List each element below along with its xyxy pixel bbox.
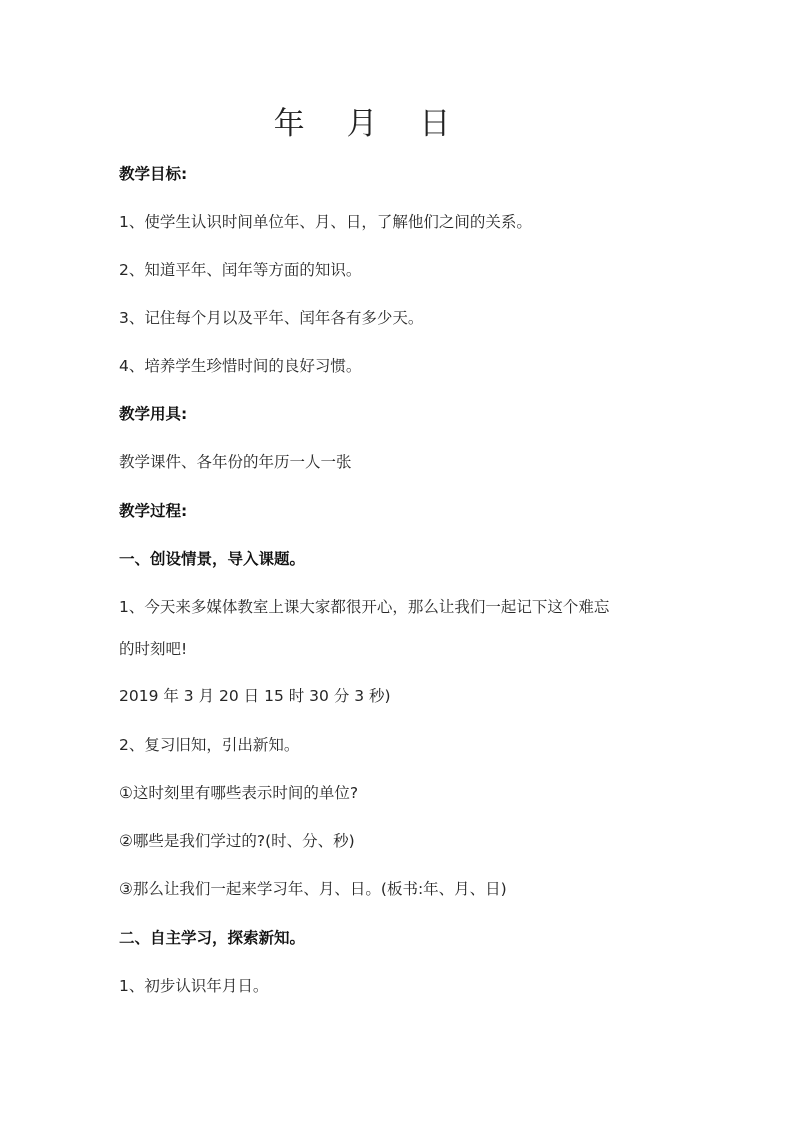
text-line-7: 教学过程:: [119, 502, 188, 520]
text-line-0: 教学目标:: [119, 165, 188, 183]
text-line-2: 2、知道平年、闰年等方面的知识。: [119, 261, 362, 279]
text-line-5: 教学用具:: [119, 405, 188, 423]
text-line-15: ③那么让我们一起来学习年、月、日。(板书:年、月、日): [119, 880, 507, 898]
text-line-4: 4、培养学生珍惜时间的良好习惯。: [119, 357, 362, 375]
text-line-6: 教学课件、各年份的年历一人一张: [119, 453, 352, 471]
text-line-11: 2019 年 3 月 20 日 15 时 30 分 3 秒): [119, 687, 391, 705]
document-title: 年 月 日: [273, 106, 467, 142]
text-line-16: 二、自主学习，探索新知。: [119, 929, 306, 947]
text-line-12: 2、复习旧知，引出新知。: [119, 736, 300, 754]
text-line-17: 1、初步认识年月日。: [119, 977, 269, 995]
text-line-9: 1、今天来多媒体教室上课大家都很开心，那么让我们一起记下这个难忘: [119, 598, 610, 616]
text-line-3: 3、记住每个月以及平年、闰年各有多少天。: [119, 309, 424, 327]
text-line-10: 的时刻吧!: [119, 640, 188, 658]
text-line-8: 一、创设情景，导入课题。: [119, 550, 306, 568]
text-line-14: ②哪些是我们学过的?(时、分、秒): [119, 832, 355, 850]
text-line-13: ①这时刻里有哪些表示时间的单位?: [119, 784, 359, 802]
text-line-1: 1、使学生认识时间单位年、月、日，了解他们之间的关系。: [119, 213, 532, 231]
